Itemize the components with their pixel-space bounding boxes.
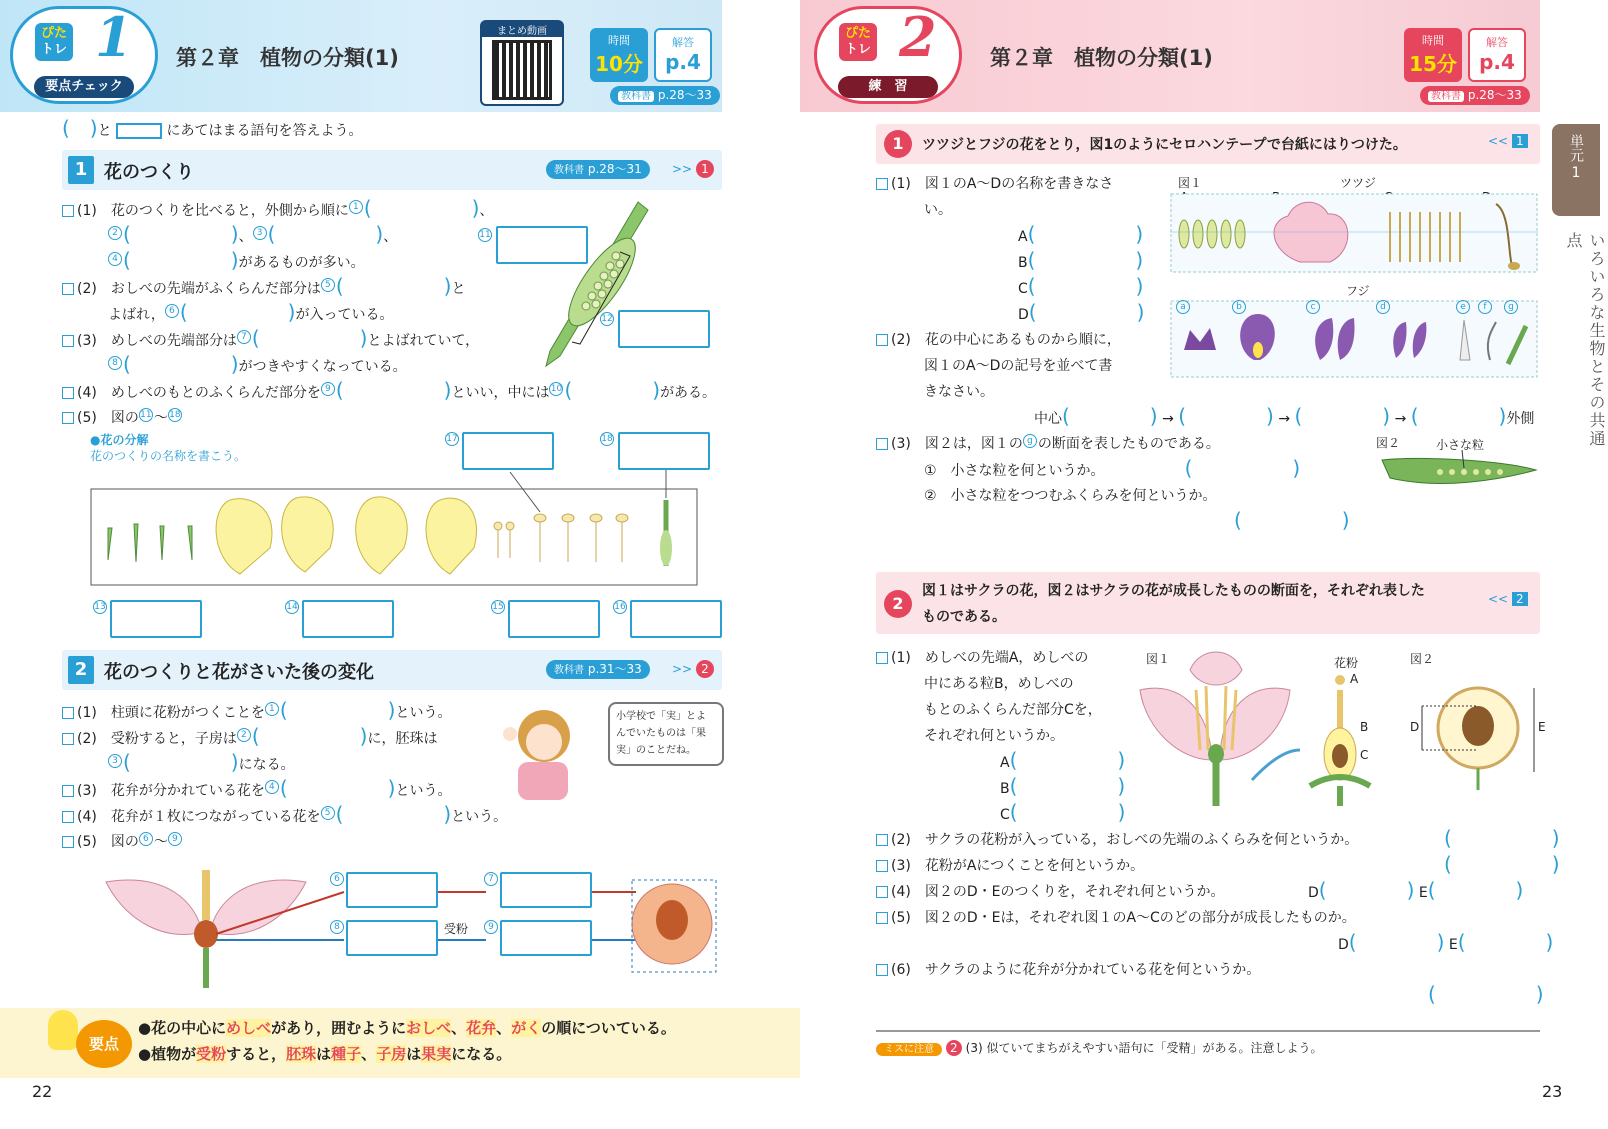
section1-title: 花のつくり: [104, 162, 194, 183]
order-row: 中心( ) → ( ) → ( ) → ( )外側: [1034, 404, 1535, 428]
page-number-right: 23: [1542, 1082, 1563, 1101]
chapter-title: 第２章 植物の分類(1): [176, 46, 399, 70]
label-box-16[interactable]: [630, 600, 722, 638]
p1-q3-1: ① 小さな粒を何というか。 ( ): [924, 456, 1301, 480]
s1-q1-b: 2 ( )、 3 ( )、: [108, 226, 397, 247]
flower-parts-figure: [90, 488, 698, 586]
label-box-13[interactable]: [110, 600, 202, 638]
time-value: 10分: [595, 52, 643, 76]
fig1-tsutsuji: ツツジ: [1340, 176, 1377, 190]
mistake-note: ミスに注意 2 (3) 似ていてまちがえやすい語句に「受精」がある。注意しよう。: [876, 1038, 1322, 1060]
abc-c: C( ): [1000, 800, 1126, 824]
p1-q3-2: ② 小さな粒をつつむふくらみを何というか。: [924, 488, 1217, 504]
abc-b: B( ): [1000, 774, 1126, 798]
answer-card-right: 解答 p.4: [1468, 28, 1526, 82]
textbook-ref-right: 教科書 p.28～33: [1420, 86, 1530, 105]
instruction: ( )と にあてはまる語句を答えよう。: [62, 116, 363, 140]
badge-number-right: 2: [899, 5, 937, 69]
s1-q5: (5) 図の11 ～18: [62, 408, 183, 428]
s2-q1: (1) 柱頭に花粉がつくことを 1 ( )という。: [62, 702, 451, 723]
right-page: ぴた トレ 2 練 習 第２章 植物の分類(1) 時間 15分 解答 p.4 教科書 p.28～33 1 ツツジとフジの花をとり，図1のようにセロハンテープで台紙にはりつけた。 << 1 (1) 図１のA～Dの名称を書きなさ い。 A( ) B( ) C( ) D( ) 図１ ツツジ フジ a b c d e f g (2) 花の中心にあるものから順に， 図１のA～Dの記号を並べて書 きなさい。 中心( ) → ( ) → ( ) → ( )外側 (3) 図２は，図１の g の断面を表したものである。 ① 小さな粒を何というか。 ( ) ② 小さな粒をつつむふくらみを何というか。 ( ) 図２ 小さな粒 2 図１はサクラの花，図２はサクラの花が成長したものの断面を，それぞれ表した ものである。 << 2 (1) めしべの先端A，めしべの 中にある粒B，めしべの もとのふくらんだ部分Cを， それぞれ何というか。 A( ) B( ) C( ) 図１ 花粉 図２ A B C D E (2) サクラの花粉が入っている，おしべの先端のふくらみを何というか。 ( ) (3) 花粉がAにつくことを何というか。 ( ) (4) 図２のD・Eのつくりを，それぞれ何というか。 D( ) E( ) (5) 図２のD・Eは，それぞれ図１のA～Cのどの部分が成長したものか。 D( ) E( ) (6) サクラのように花弁が分かれている花を何というか。 ( ) ミスに注意 2 (3) 似ていてまちがえやすい語句に「受精」がある。注意しよう。 単元 1 いろいろな生物とその共通点 23: [800, 0, 1600, 1129]
s1-q4: (4) めしべのもとのふくらんだ部分を 9 ( )といい，中には10 ( )がある。: [62, 382, 716, 403]
sakura-flower-figure: [1140, 650, 1420, 810]
label-box-11[interactable]: [496, 226, 588, 264]
p2-q1: (1) めしべの先端A，めしべの: [876, 648, 1088, 668]
video-label: まとめ動画: [482, 22, 562, 37]
s2-q3: (3) 花弁が分かれている花を 4 ( )という。: [62, 780, 451, 801]
s2-q5: (5) 図の 6 ～ 9: [62, 832, 183, 852]
p1-q2: (2) 花の中心にあるものから順に，: [876, 330, 1121, 350]
problem1-bar: 1 ツツジとフジの花をとり，図1のようにセロハンテープで台紙にはりつけた。 << 1: [876, 124, 1540, 164]
section1-pages: 教科書 p.28～31: [546, 160, 650, 179]
label-box-18[interactable]: [618, 432, 710, 470]
brand-bottom: トレ: [40, 42, 67, 57]
section2-bar: 2 花のつくりと花がさいた後の変化 教科書 p.31～33 >> 2: [62, 650, 722, 690]
num-15: 15: [492, 602, 504, 612]
textbook-label: 教科書: [618, 91, 654, 102]
s2-q2: (2) 受粉すると，子房は 2 ( )に，胚珠は: [62, 728, 437, 749]
num-16: 16: [614, 602, 626, 612]
p1-q1: (1) 図１のA～Dの名称を書きなさ: [876, 174, 1113, 194]
p1-q3-2-ans: ( ): [1234, 508, 1350, 532]
s1-q3-b: 8 ( )がつきやすくなっている。: [108, 356, 407, 377]
num-12: 12: [601, 314, 613, 324]
pod-figure: [1380, 450, 1540, 494]
problem1-ref[interactable]: << 1: [1488, 134, 1528, 148]
s1-q2: (2) おしべの先端がふくらんだ部分は 5 ( )と: [62, 278, 465, 299]
problem2-bar: 2 図１はサクラの花，図２はサクラの花が成長したものの断面を，それぞれ表した ものである。 << 2: [876, 572, 1540, 634]
answer-label: 解答: [672, 36, 694, 49]
s1-q3: (3) めしべの先端部分は 7 ( )とよばれていて，: [62, 330, 479, 351]
abcd-c: C( ): [1018, 274, 1144, 298]
s1-q2-b: よばれ， 6 ( )が入っている。: [108, 300, 394, 324]
label-box-17[interactable]: [462, 432, 554, 470]
section2-ref[interactable]: >> 2: [672, 660, 714, 678]
p1-q3: (3) 図２は，図１の g の断面を表したものである。: [876, 434, 1220, 454]
p2-q2: (2) サクラの花粉が入っている，おしべの先端のふくらみを何というか。: [876, 830, 1358, 850]
section1-ref[interactable]: >> 1: [672, 160, 714, 178]
abc-a: A( ): [1000, 748, 1126, 772]
summary-line1: ●花の中心にめしべがあり，囲むようにおしべ、花弁、がくの順についている。: [138, 1019, 676, 1037]
s1-q1-c: 4 ( )があるものが多い。: [108, 252, 365, 273]
unit-tab[interactable]: 単元 1: [1552, 124, 1600, 216]
label-box-12[interactable]: [618, 310, 710, 348]
num-11: 11: [479, 230, 491, 240]
brand-top: ぴた: [40, 26, 67, 41]
num-18: 18: [601, 434, 613, 444]
answer-value: p.4: [665, 50, 701, 74]
checkbox[interactable]: [62, 205, 74, 217]
fig2-label: 小さな粒: [1436, 438, 1485, 452]
section1-bar: [62, 150, 722, 190]
label-box-6[interactable]: [346, 872, 438, 908]
summary-line2: ●植物が受粉すると，胚珠は種子、子房は果実になる。: [138, 1045, 512, 1063]
chapter-title-right: 第２章 植物の分類(1): [990, 46, 1213, 70]
qr-code-box[interactable]: [480, 20, 564, 106]
badge-label: 要点チェック: [34, 76, 134, 98]
s2-q4: (4) 花弁が１枚につながっている花を 5 ( )という。: [62, 806, 507, 827]
p1-q1-b: い。: [924, 202, 952, 218]
left-page: ぴた トレ 1 要点チェック 第２章 植物の分類(1) まとめ動画 時間 10分 解答 p.4 教科書 p.28～33 ( )と にあてはまる語句を答えよう。 1 花のつくり 教科書 p.28～31 >> 1 (1) 花のつくりを比べると，外側から順に 1 ( )、 2 ( )、 3 ( )、 4 ( )があるものが多い。 (2) おしべの先端がふくらんだ部分は 5 ( )と よばれ， 6 ( )が入っている。 (3) めしべの先端部分は 7 ( )とよばれていて， 8 ( )がつきやすくなっている。 (4) めしべのもとのふくらんだ部分を 9 ( )といい，中には10 ( )がある。 (5) 図の11 ～18 11 12 ●花の分解 花のつくりの名称を書こう。 17 18 13 14 15 16 2 花のつくりと花がさいた後の変化 教科書 p.31～33 >> 2 (1) 柱頭に花粉がつくことを 1 ( )という。 (2) 受粉すると，子房は 2 ( )に，胚珠は 3 ( )になる。 (3) 花弁が分かれている花を 4 ( )という。 (4) 花弁が１枚につながっている花を 5 ( )という。 (5) 図の 6 ～ 9 小学校で「実」とよ んでいたものは「果 実」のことだね。 6 8 7 9 受粉 要点 ●花の中心にめしべがあり，囲むようにおしべ、花弁、がくの順についている。 ●植物が受粉すると，胚珠は種子、子房は果実になる。 22: [0, 0, 800, 1129]
textbook-pages: p.28～33: [657, 88, 712, 102]
answer-card: [654, 28, 712, 82]
unit-title-vertical: いろいろな生物とその共通点: [1564, 232, 1606, 448]
badge-number: 1: [95, 5, 133, 69]
label-box-7[interactable]: [500, 872, 592, 908]
tsutsuji-figure: [1170, 192, 1540, 276]
fig1-fuji: フジ: [1346, 284, 1370, 298]
label-box-8[interactable]: [346, 920, 438, 956]
p2-q6: (6) サクラのように花弁が分かれている花を何というか。: [876, 960, 1260, 980]
label-box-15[interactable]: [508, 600, 600, 638]
num-13: 13: [94, 602, 106, 612]
pollination-label: 受粉: [444, 922, 469, 936]
label-box-9[interactable]: [500, 920, 592, 956]
s2-q2-b: 3 ( )になる。: [108, 754, 295, 775]
badge-right: ぴた トレ 2: [814, 6, 962, 104]
section1-number: 1: [68, 156, 94, 184]
page-number-left: 22: [32, 1082, 53, 1101]
qr-icon: [495, 43, 549, 97]
num-14: 14: [286, 602, 298, 612]
time-card-right: 時間 15分: [1404, 28, 1462, 82]
girl-illustration: [500, 702, 590, 800]
p2-q3: (3) 花粉がAにつくことを何というか。: [876, 856, 1144, 876]
section2-pages: 教科書 p.31～33: [546, 660, 650, 679]
sakura-fruit-figure: [1416, 680, 1540, 792]
p2-q4: (4) 図２のD・Eのつくりを，それぞれ何というか。: [876, 882, 1224, 902]
fig2-title: 図２: [1376, 436, 1401, 450]
s1-q1: (1) 花のつくりを比べると，外側から順に 1 ( )、: [62, 200, 493, 221]
time-card: [590, 28, 648, 82]
fig1-title: 図１: [1178, 176, 1203, 190]
fig-note: ●花の分解 花のつくりの名称を書こう。: [90, 433, 247, 463]
textbook-ref: [610, 86, 720, 105]
bulb-icon: [48, 1010, 78, 1050]
summary-badge: 要点: [76, 1020, 132, 1068]
speech-bubble: 小学校で「実」とよ んでいたものは「果 実」のことだね。: [608, 702, 724, 766]
problem2-ref[interactable]: << 2: [1488, 592, 1528, 606]
p2-q5: (5) 図２のD・Eは，それぞれ図１のA～Cのどの部分が成長したものか。: [876, 908, 1356, 928]
label-box-14[interactable]: [302, 600, 394, 638]
abcd-a: A( ): [1018, 222, 1144, 246]
time-label: 時間: [608, 34, 630, 47]
abcd-d: D( ): [1018, 300, 1145, 324]
abcd-b: B( ): [1018, 248, 1144, 272]
section2-title: 花のつくりと花がさいた後の変化: [104, 662, 374, 683]
note-line: [876, 1030, 1540, 1032]
badge-label-right: 練 習: [838, 76, 938, 98]
num-17: 17: [446, 434, 458, 444]
